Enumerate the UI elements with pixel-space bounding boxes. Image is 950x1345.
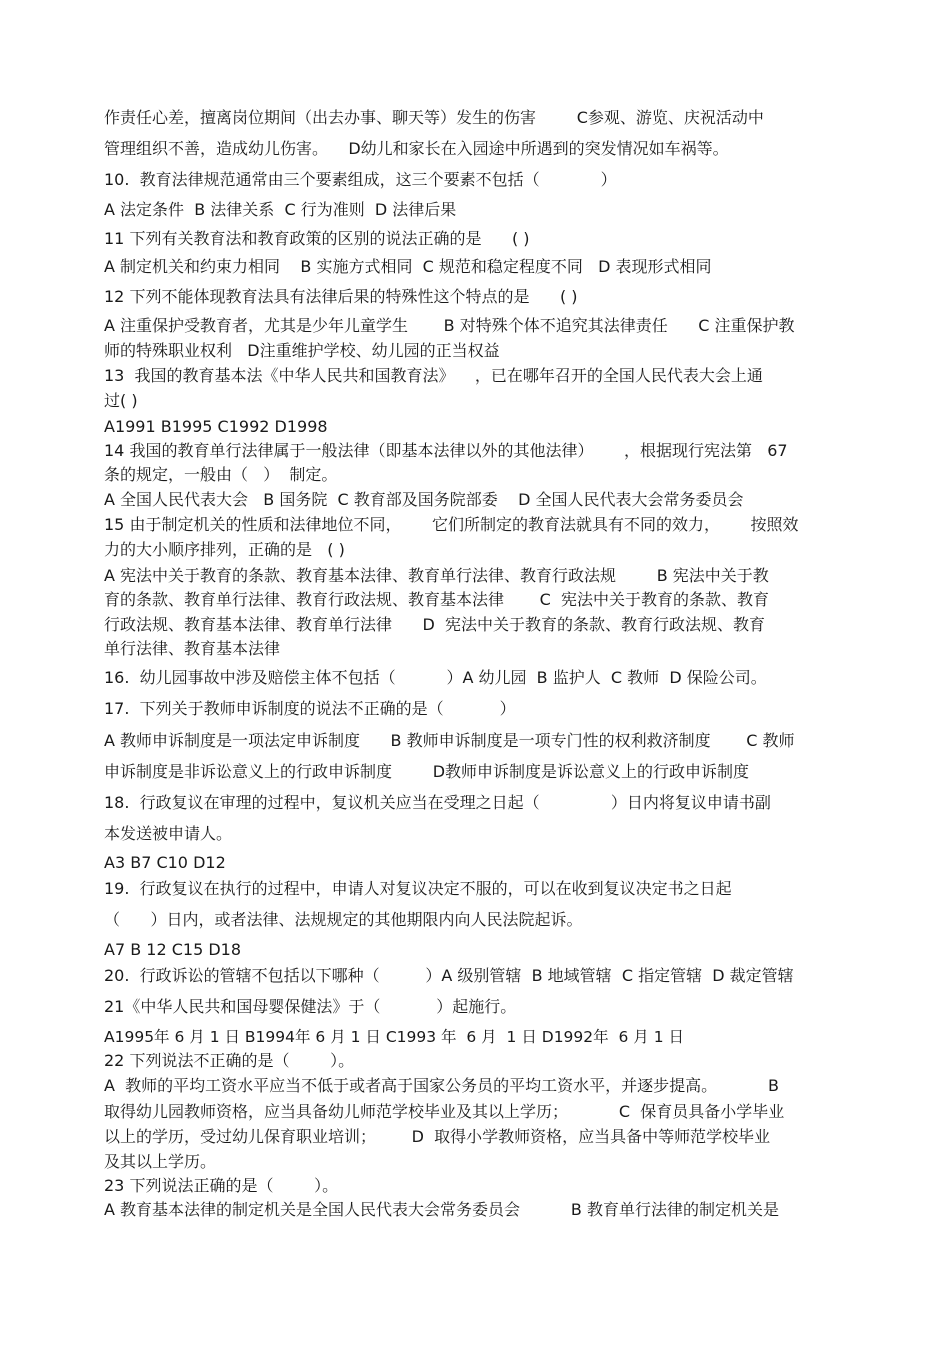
- text-line: 行政法规、教育基本法律、教育单行法律 D 宪法中关于教育的条款、教育行政法规、教育: [104, 615, 766, 634]
- text-line: 单行法律、教育基本法律: [104, 639, 281, 658]
- text-line: 作责任心差，擅离岗位期间（出去办事、聊天等）发生的伤害 C参观、游览、庆祝活动中: [104, 108, 764, 127]
- text-line: 力的大小顺序排列，正确的是 ( ): [104, 540, 345, 559]
- text-line: A 法定条件 B 法律关系 C 行为准则 D 法律后果: [104, 200, 457, 219]
- text-line: A 教育基本法律的制定机关是全国人民代表大会常务委员会 B 教育单行法律的制定机关是: [104, 1200, 779, 1219]
- text-line: 管理组织不善，造成幼儿伤害。 D幼儿和家长在入园途中所遇到的突发情况如车祸等。: [104, 139, 729, 158]
- text-line: 申诉制度是非诉讼意义上的行政申诉制度 D教师申诉制度是诉讼意义上的行政申诉制度: [104, 762, 750, 781]
- text-line: A 注重保护受教育者，尤其是少年儿童学生 B 对特殊个体不追究其法律责任 C 注重保护教: [104, 316, 795, 335]
- text-line: 14 我国的教育单行法律属于一般法律（即基本法律以外的其他法律） ，根据现行宪法第 67: [104, 441, 788, 460]
- text-line: 取得幼儿园教师资格，应当具备幼儿师范学校毕业及其以上学历； C 保育员具备小学毕业: [104, 1102, 785, 1121]
- text-line: A 教师的平均工资水平应当不低于或者高于国家公务员的平均工资水平，并逐步提高。 B: [104, 1076, 779, 1095]
- text-line: 18. 行政复议在审理的过程中，复议机关应当在受理之日起（ ）日内将复议申请书副: [104, 793, 771, 812]
- text-line: 20. 行政诉讼的管辖不包括以下哪种（ ）A 级别管辖 B 地域管辖 C 指定管辖 D 裁定管辖: [104, 966, 794, 985]
- text-line: 师的特殊职业权利 D注重维护学校、幼儿园的正当权益: [104, 341, 500, 360]
- text-line: 过( ): [104, 391, 138, 410]
- text-line: 23 下列说法正确的是（ ）。: [104, 1176, 339, 1195]
- text-line: 10. 教育法律规范通常由三个要素组成，这三个要素不包括（ ）: [104, 170, 617, 189]
- text-line: A 制定机关和约束力相同 B 实施方式相同 C 规范和稳定程度不同 D 表现形式相同: [104, 257, 712, 276]
- text-line: 条的规定，一般由（ ） 制定。: [104, 465, 338, 484]
- text-line: A 宪法中关于教育的条款、教育基本法律、教育单行法律、教育行政法规 B 宪法中关于教: [104, 566, 769, 585]
- text-line: A3 B7 C10 D12: [104, 853, 226, 872]
- text-line: 21《中华人民共和国母婴保健法》于（ ）起施行。: [104, 997, 517, 1016]
- text-line: 及其以上学历。: [104, 1152, 217, 1171]
- text-line: 以上的学历，受过幼儿保育职业培训； D 取得小学教师资格，应当具备中等师范学校毕业: [104, 1127, 771, 1146]
- text-line: （ ）日内，或者法律、法规规定的其他期限内向人民法院起诉。: [104, 910, 583, 929]
- text-line: 15 由于制定机关的性质和法律地位不同， 它们所制定的教育法就具有不同的效力， 按照效: [104, 515, 799, 534]
- text-line: 本发送被申请人。: [104, 824, 233, 843]
- text-line: A1991 B1995 C1992 D1998: [104, 417, 328, 436]
- text-line: 17. 下列关于教师申诉制度的说法不正确的是（ ）: [104, 699, 516, 718]
- text-line: 13 我国的教育基本法《中华人民共和国教育法》 ，已在哪年召开的全国人民代表大会上通: [104, 366, 763, 385]
- text-line: 22 下列说法不正确的是（ ）。: [104, 1051, 355, 1070]
- text-line: 19. 行政复议在执行的过程中，申请人对复议决定不服的，可以在收到复议决定书之日起: [104, 879, 732, 898]
- text-line: A1995年 6 月 1 日 B1994年 6 月 1 日 C1993 年 6 月 1 日 D1992年 6 月 1 日: [104, 1028, 684, 1046]
- text-line: 16. 幼儿园事故中涉及赔偿主体不包括（ ）A 幼儿园 B 监护人 C 教师 D 保险公司。: [104, 668, 767, 687]
- text-line: A 教师申诉制度是一项法定申诉制度 B 教师申诉制度是一项专门性的权利救济制度 C 教师: [104, 731, 795, 750]
- text-line: A 全国人民代表大会 B 国务院 C 教育部及国务院部委 D 全国人民代表大会常务委员会: [104, 490, 744, 509]
- text-line: 12 下列不能体现教育法具有法律后果的特殊性这个特点的是 ( ): [104, 287, 578, 306]
- text-line: 育的条款、教育单行法律、教育行政法规、教育基本法律 C 宪法中关于教育的条款、教育: [104, 590, 769, 609]
- text-line: A7 B 12 C15 D18: [104, 940, 242, 959]
- text-line: 11 下列有关教育法和教育政策的区别的说法正确的是 ( ): [104, 229, 530, 248]
